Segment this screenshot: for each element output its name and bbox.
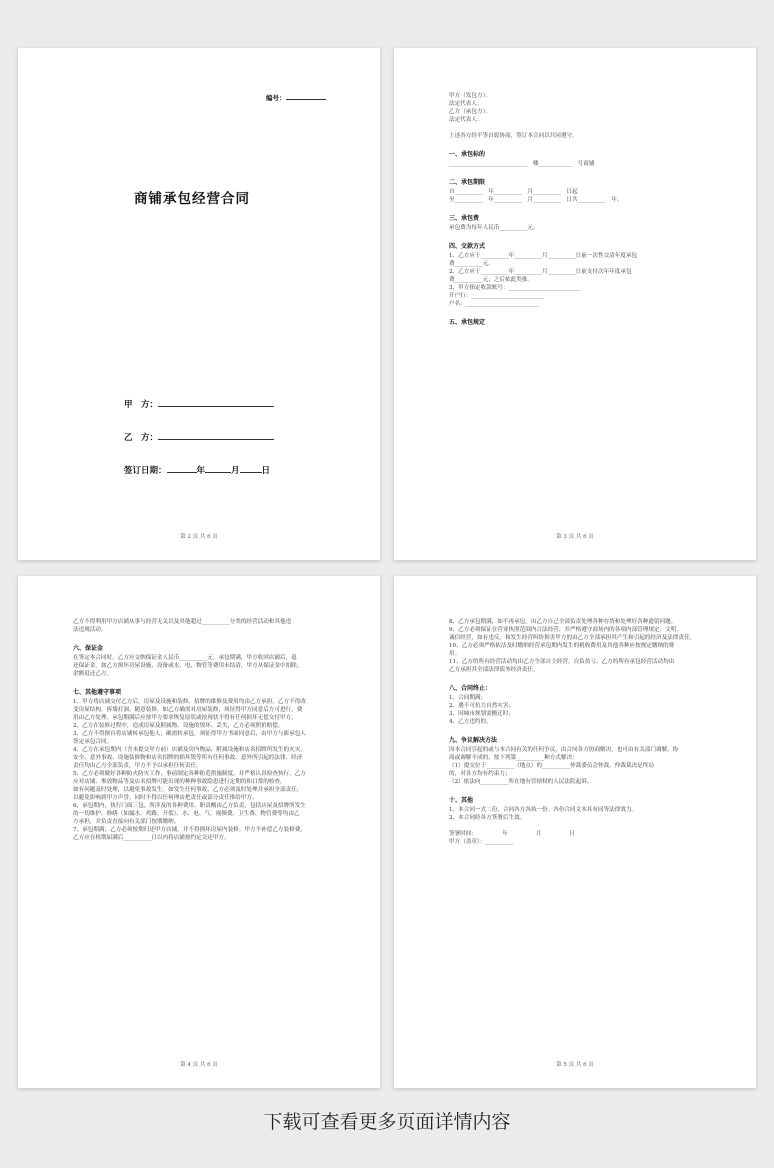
text-line: 法定代表人： [449, 117, 483, 123]
text-line: 签定承包合同。 [73, 739, 113, 745]
text-line: 乙方不得利用甲方店铺从事与经营无关以及其他超过__________分类的经营活动和其他违 [73, 619, 292, 625]
text-line: 2、遇不可抗力自然灾害； [449, 703, 515, 709]
sign-month-blank [205, 472, 231, 473]
contract-page-2 [18, 48, 380, 560]
section-heading: 七、其他遵守事项 [73, 689, 122, 696]
section-heading: 六、保证金 [73, 645, 104, 652]
party-a-blank [158, 406, 274, 407]
text-line: 1、乙方应于__________年__________月__________日前一次性交清年度承包 [449, 253, 638, 259]
contract-number-blank [286, 99, 326, 100]
text-line: 开户行：__________________________ [449, 293, 545, 299]
text-line: 方承担，并负责直接向有关部门按期缴纳。 [73, 819, 180, 825]
text-line: 3、甲方指定收款账号：__________________________ [449, 285, 582, 291]
text-line: 的，对各方均有约束力； [449, 771, 511, 777]
section-heading: 一、承包标的 [449, 151, 486, 158]
party-b-row [124, 431, 274, 443]
party-b-label: 乙 方： [124, 433, 159, 443]
contract-page-3 [394, 48, 756, 560]
section-heading: 三、承包费 [449, 215, 480, 222]
contract-number-row [266, 93, 326, 102]
contract-page-5 [394, 576, 756, 1088]
party-b-blank [158, 439, 274, 440]
text-line: 承包费为每年人民币__________元。 [449, 225, 539, 231]
text-line: 5、乙方必须做好各种防火防灾工作，事前制定各种防范措施制度，并严格认真检查执行。乙方 [73, 771, 306, 777]
text-line: 费__________元。 [449, 261, 494, 267]
text-line: 在签定本合同时，乙方应交纳保证金人民币__________元。承包期满，甲方收回店铺后，退 [73, 655, 297, 661]
text-line: 2、乙方在装修过程中，造成房屋及附属物、设施的毁坏、丢失，乙方必须照价赔偿。 [73, 723, 284, 729]
text-line: 至__________ 年__________ 月__________ 日共__________ 年。 [449, 197, 623, 203]
text-line: （2）依法向__________所在地有管辖权的人民法院起诉。 [449, 779, 593, 785]
text-line: 户名：__________________________ [449, 301, 539, 307]
download-caption: 下载可查看更多页面详情内容 [263, 1111, 511, 1133]
text-line: 3、乙方不得擅自将店铺转承包他人，确需转承包，须征得甲方书面同意后，由甲方与新承包人 [73, 731, 306, 737]
text-line: 应对店铺、堆放物品等及店名招牌可能出现的种种事故隐患进行定期的和日常的检查， [73, 779, 286, 785]
text-line: 4、乙方在承包期内（含未提交甲方前）店铺及房内物品、附属设施和店名招牌所发生的火灾、 [73, 747, 306, 753]
page-body [449, 618, 730, 846]
sign-day-blank [240, 472, 262, 473]
contract-title: 商铺承包经营合同 [134, 191, 250, 207]
text-line: ____________________________ 楼____________ 号商铺 [449, 161, 595, 167]
text-line: 4、乙方违约的。 [449, 719, 492, 725]
text-line: 6、承包期内，执行门面三包，所涉及的各种费用、职责概由乙方负责，包括店屋及招牌所发生 [73, 803, 306, 809]
text-line: 签署时间： 年 月 日 [449, 831, 575, 837]
text-line: 乙方（承包方）： [449, 109, 491, 115]
text-line: 用由乙方处理。承包期满后应按甲方要求恢复原状或按现状不得有任何损坏无偿交付甲方。 [73, 715, 297, 721]
page-footer: 第 4 页 共 6 页 [180, 1062, 218, 1068]
text-line: 诚信经营，如有违反，和发生经营纠纷损害甲方的由乙方全部承担其产生和引起的经济及法律责任。 [449, 635, 696, 641]
text-line: 2、乙方应于__________年__________月__________日前支付次年年度承包 [449, 269, 632, 275]
text-line: 上述各方经平等自愿协商，签订本合同以共同遵守。 [449, 133, 578, 139]
text-line: 甲方（发包方）： [449, 93, 491, 99]
contract-page-4 [18, 576, 380, 1088]
section-heading: 二、承包期限 [449, 179, 486, 186]
text-line: 1、甲方将店铺交付乙方后，房屋及设施和装修、招牌的维修及费用均由乙方承担。乙方不得改 [73, 699, 306, 705]
text-line: 的一切维护、修缮（如漏水、鸡路、开裂）、水、电、气、视频费、卫生费、物管费等均由乙 [73, 811, 300, 817]
text-line: 乙方承担其全部法律债务经济责任。 [449, 667, 539, 673]
spacer [449, 124, 730, 132]
text-line: 变房屋结构，拆墙打洞，随意装修。如乙方确需对房屋装修，须征得甲方同意后方可进行，费 [73, 707, 303, 713]
text-line: 9、乙方必须保证在营业执照范围内合法经营，并严格遵守商场内的各项内部管理规定、文明、 [449, 627, 682, 633]
section-heading: 五、承包规定 [449, 319, 486, 326]
text-line: 8、乙方承包期满，如不再承包，由乙方自己全部负责处理各种存货和处理好各种遗留问题。 [449, 619, 677, 625]
text-line: 用。 [449, 651, 461, 657]
party-a-label: 甲 方： [124, 400, 159, 410]
text-line: 因本合同引起的或与本合同有关的任何争议，由合同各方协商解决，也可由有关部门调解。协 [449, 747, 679, 753]
text-line: 余额退还乙方。 [73, 671, 113, 677]
text-line: 法违规活动。 [73, 627, 107, 633]
page-footer: 第 3 页 共 6 页 [556, 534, 594, 540]
contract-number-label: 编号： [266, 94, 286, 102]
spacer [449, 822, 730, 830]
sign-year-blank [167, 472, 197, 473]
text-line: 甲方（盖章）：__________ [449, 839, 514, 845]
sign-month-label: 月 [231, 466, 240, 476]
text-line: 11、乙方的所有经营活动均由乙方全部自主经营，自负盈亏，乙方的所有承包经营活动均由 [449, 659, 675, 665]
text-line: 安全、意外事故、设施装修物和店名招牌的损坏毁等所有任何事故、意外所引起的法律、经济 [73, 755, 303, 761]
text-line: 还保证金。如乙方损坏房屋设施、设备或水、电、物管等费用未结清，甲方从保证金中扣除， [73, 663, 303, 669]
text-line: 法定代表人： [449, 101, 483, 107]
page-footer: 第 2 页 共 6 页 [180, 534, 218, 540]
text-line: （1）提交位于__________（地点）的__________仲裁委员会仲裁。仲裁裁决是终局 [449, 763, 654, 769]
text-line: 1、本合同一式二份，合同各方各执一份。各份合同文本具有同等法律效力。 [449, 807, 638, 813]
sign-date-label: 签订日期： [124, 466, 167, 476]
text-line: 10、乙方必须严格依法及时缴纳经营承包期内发生的税收费用及其他各种应按规定缴纳的费 [449, 643, 675, 649]
sign-date-row [124, 464, 270, 476]
party-a-row [124, 398, 274, 410]
text-line: 7、承包期满，乙方必须按期归还甲方店铺，并不得损坏房屋内装修。甲方不补偿乙方装修费， [73, 827, 306, 833]
text-line: 费__________元；之后依此类推。 [449, 277, 533, 283]
text-line: 1、合同期满； [449, 695, 487, 701]
text-line: 如有问题及时处理，以避免事故发生。如发生任何事故，乙方必须及时处理并承担全部责任， [73, 787, 303, 793]
page-body [449, 92, 730, 328]
section-heading: 九、争议解决方法 [449, 737, 498, 744]
text-line: 3、因城市规划需搬迁时； [449, 711, 515, 717]
sign-day-label: 日 [261, 466, 271, 476]
section-heading: 八、合同终止： [449, 685, 492, 692]
text-line: 商或调解不成的，按下列第__________种方式解决： [449, 755, 578, 761]
text-line: 以避免影响到甲方声誉，同时不得以任何理由把责任或部分责任推给甲方。 [73, 795, 258, 801]
text-line: 自__________ 年__________ 月__________ 日起 [449, 189, 578, 195]
sign-year-label: 年 [196, 466, 206, 476]
section-heading: 十、其他 [449, 797, 474, 804]
text-line: 责任均由乙方全部负责，甲方不予以承担任何责任。 [73, 763, 202, 769]
page-body [73, 618, 354, 842]
page-footer: 第 5 页 共 6 页 [556, 1062, 594, 1068]
section-heading: 四、交款方式 [449, 243, 486, 250]
text-line: 乙方应在租期届满后__________日以内将店铺按约定交还甲方。 [73, 835, 230, 841]
text-line: 2、本合同经各方签署后生效。 [449, 815, 526, 821]
